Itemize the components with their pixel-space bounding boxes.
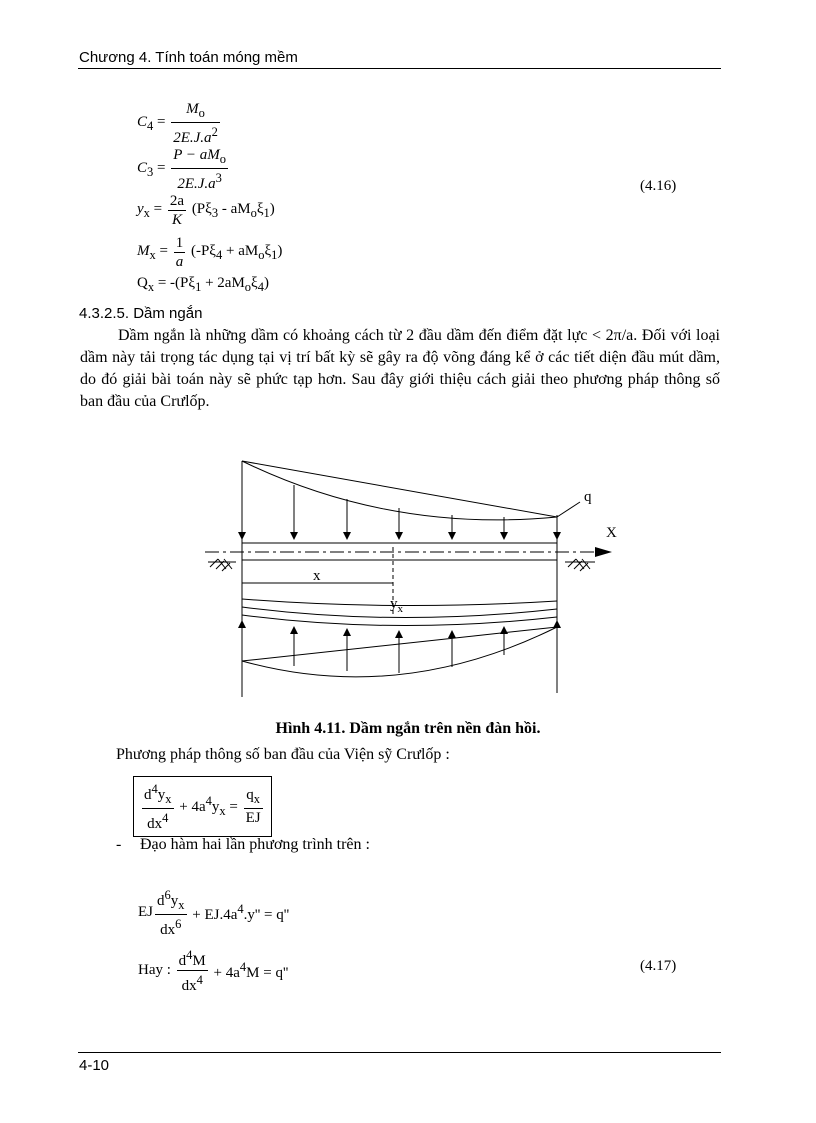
right-support [568,559,590,571]
equation-derivative: EJ $\frac{d^6y_x}{dx^6}$ + $EJ.4a^4.y'' = q''$ [138,888,290,938]
section-heading: 4.3.2.5. Dầm ngắn [79,305,203,322]
method-intro: Phương pháp thông số ban đầu của Viện sỹ Crưlốp : [116,746,450,763]
label-x: x [313,568,321,584]
equation-c4: $C_4$ = $\frac{M_o}{2E.J.a^2}$ [137,101,218,146]
label-yx: $y_x$ [390,596,403,615]
left-support [210,559,232,571]
equation-c3: $C_3$ = $\frac{P - aM_o}{2E.J.a^3}$ [137,147,226,192]
body-paragraph: Dầm ngắn là những dầm có khoảng cách từ 2 đầu dầm đến điểm đặt lực < 2π/a. Đối với loại dầm này tải trọng tác dụng tại vị trí bất kỳ sẽ gây ra độ võng đáng kể ở các tiết diện đầu mút dầm, do đó giải bài toán này sẽ phức tạp hơn. Sau đây giới thiệu cách giải theo phương pháp thông số ban đầu của Crưlốp. [80,327,720,410]
bullet-text: Đạo hàm hai lần phương trình trên : [140,836,370,853]
page-number: 4-10 [79,1057,110,1074]
x-axis-arrowhead [595,547,612,557]
deflected-bottom [242,615,557,626]
equation-yx: $y_x$ = $\frac{2a}{K}$ $(P\xi_3 - aM_o\xi_1)$ [137,193,275,228]
bullet-dash: - [116,836,122,853]
beam-diagram [200,455,630,705]
chapter-title: Chương 4. Tính toán móng mềm [79,49,298,66]
q-leader [557,502,580,517]
equation-4-17: Hay : $\frac{d^4M}{dx^4}$ + $4a^4M = q''$ [138,948,289,994]
equation-mx: $M_x$ = $\frac{1}{a}$ $(-P\xi_4 + aM_o\xi_1)$ [137,235,283,270]
equation-qx: $Q_x = -(P\xi_1 + 2aM_o\xi_4)$ [137,275,269,294]
equation-number-4-17: (4.17) [640,958,677,974]
figure-caption: Hình 4.11. Dầm ngắn trên nền đàn hồi. [275,720,541,737]
label-X: X [606,525,617,541]
footer-rule [78,1052,721,1053]
equation-crylov: $\frac{d^4y_x}{dx^4}$ + $4a^4y_x$ = $\frac{q_x}{EJ}$ [133,776,272,837]
equation-number-4-16: (4.16) [640,178,677,194]
header-rule [78,68,721,69]
label-q: q [584,489,592,505]
